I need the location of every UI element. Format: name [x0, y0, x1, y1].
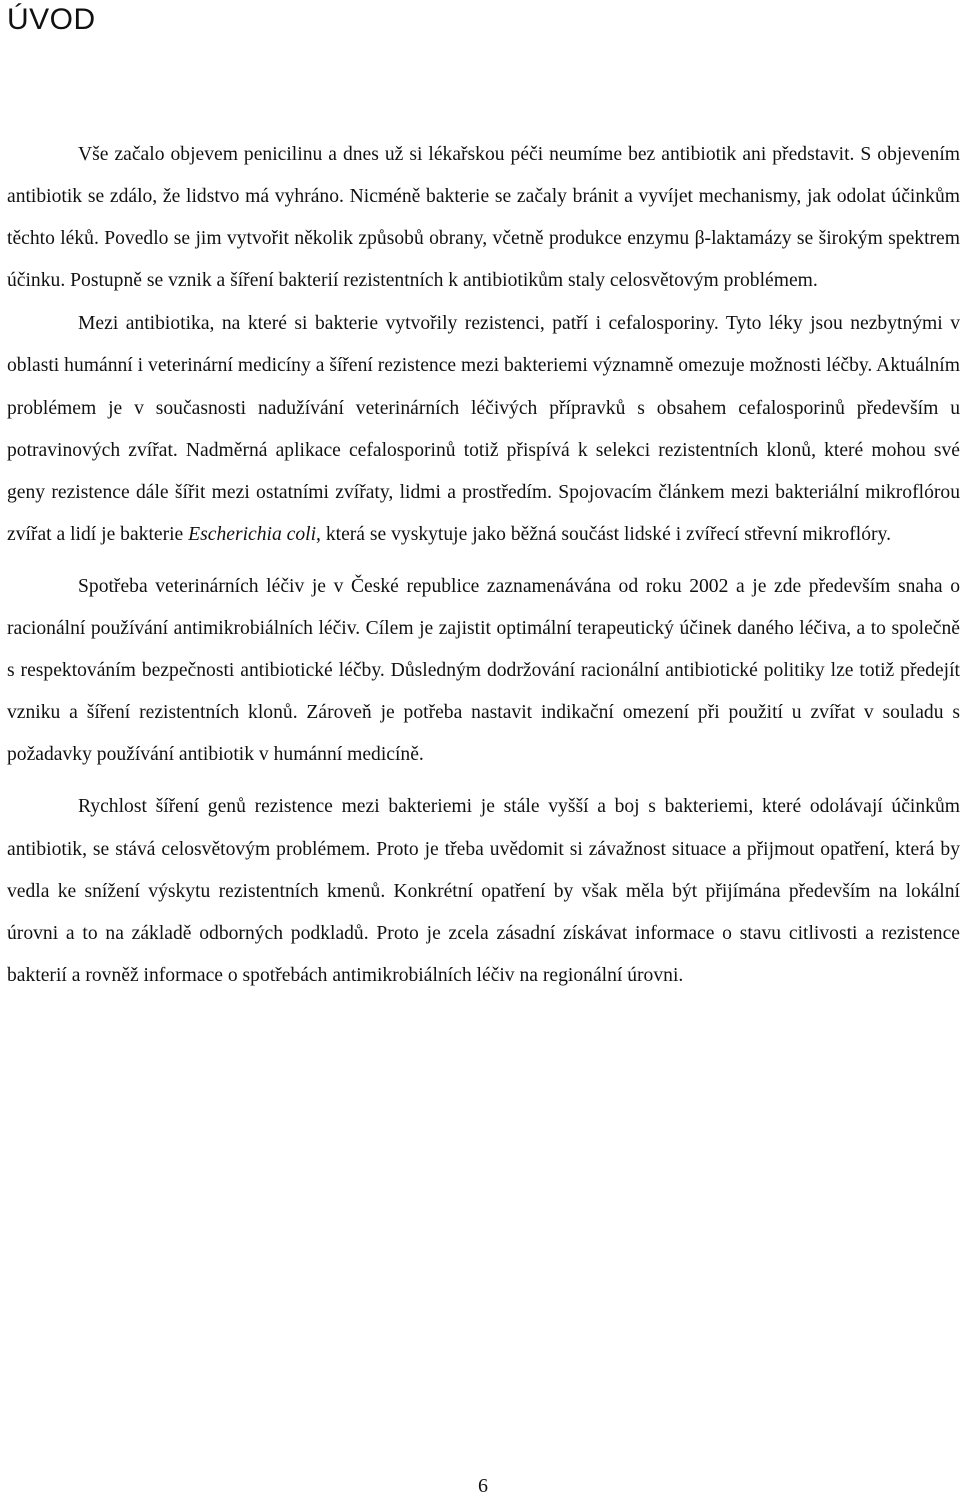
species-name: Escherichia coli [188, 523, 317, 545]
paragraph-veterinary-consumption: Spotřeba veterinárních léčiv je v České republice zaznamenávána od roku 2002 a je zde především snaha o racionální používání antimikrobiálních léčiv. Cílem je zajistit optimální terapeutický účinek daného léčiva, a to společně s respektováním bezpečnosti antibiotické léčby. Důsledným dodržování racionální antibiotické politiky lze totiž předejít vzniku a šíření rezistentních klonů. Zároveň je potřeba nastavit indikační omezení při použití u zvířat v souladu s požadavky používání antibiotik v humánní medicíně. [7, 575, 960, 766]
page-heading: ÚVOD [7, 3, 96, 36]
paragraph-cephalosporins [7, 303, 960, 556]
paragraph-cephalosporins-text-before: Mezi antibiotika, na které si bakterie vytvořily rezistenci, patří i cefalosporiny. Tyto léky jsou nezbytnými v oblasti humánní i veterinární medicíny a šíření rezistence mezi bakteriemi významně omezuje možnosti léčby. Aktuálním problémem je v současnosti nadužívání veterinárních léčivých přípravků s obsahem cefalosporinů především u potravinových zvířat. Nadměrná aplikace cefalosporinů totiž přispívá k selekci rezistentních klonů, které mohou své geny rezistence dále šířit mezi ostatními zvířaty, lidmi a prostředím. Spojovacím článkem mezi bakteriální mikroflórou zvířat a lidí je bakterie [7, 313, 960, 545]
body-text [7, 134, 960, 997]
paragraph-intro: Vše začalo objevem penicilinu a dnes už si lékařskou péči neumíme bez antibiotik ani představit. S objevením antibiotik se zdálo, že lidstvo má vyhráno. Nicméně bakterie se začaly bránit a vyvíjet mechanismy, jak odolat účinkům těchto léků. Povedlo se jim vytvořit několik způsobů obrany, včetně produkce enzymu β-laktamázy se širokým spektrem účinku. Postupně se vznik a šíření bakterií rezistentních k antibiotikům staly celosvětovým problémem. [7, 144, 960, 292]
paragraph-cephalosporins-text-after: , která se vyskytuje jako běžná součást lidské i zvířecí střevní mikroflóry. [316, 523, 891, 545]
paragraph-resistance-spread: Rychlost šíření genů rezistence mezi bakteriemi je stále vyšší a boj s bakteriemi, které odolávají účinkům antibiotik, se stává celosvětovým problémem. Proto je třeba uvědomit si závažnost situace a přijmout opatření, která by vedla ke snížení výskytu rezistentních kmenů. Konkrétní opatření by však měla být přijímána především na lokální úrovni a to na základě odborných podkladů. Proto je zcela zásadní získávat informace o stavu citlivosti a rezistence bakterií a rovněž informace o spotřebách antimikrobiálních léčiv na regionální úrovni. [7, 796, 960, 986]
page-number: 6 [478, 1475, 488, 1497]
